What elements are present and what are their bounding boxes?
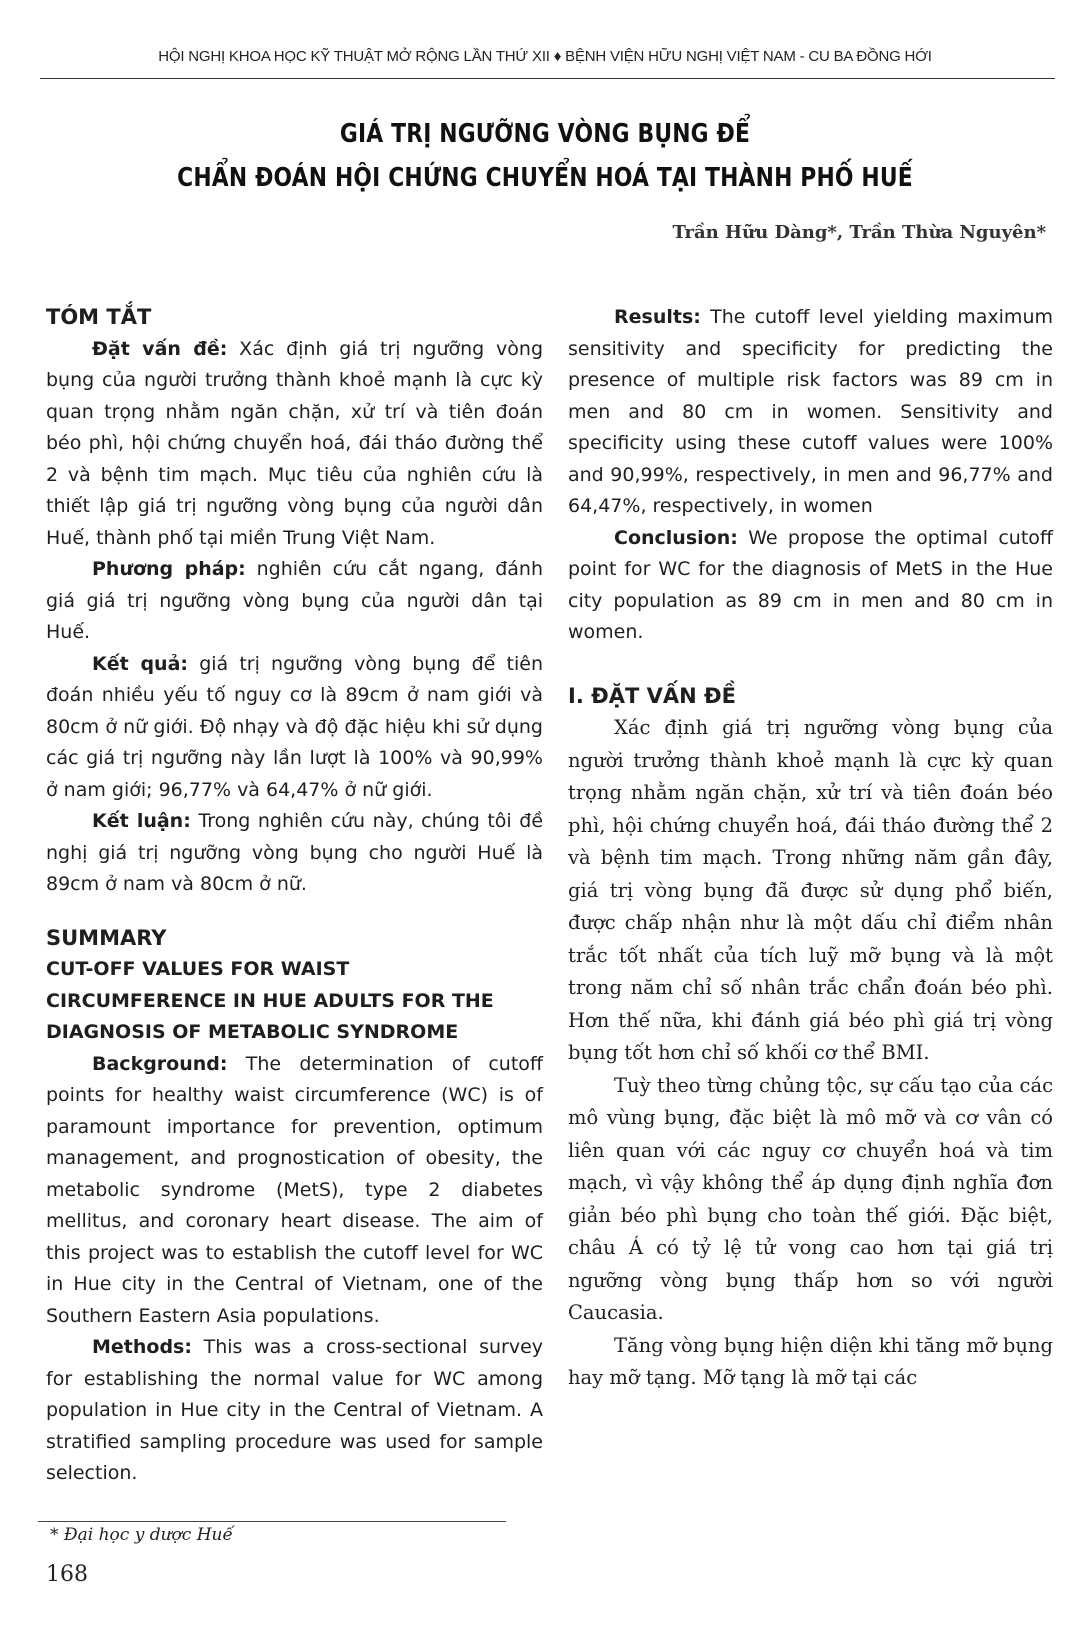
running-header: HỘI NGHỊ KHOA HỌC KỸ THUẬT MỞ RỘNG LẦN THỨ XII ♦ BỆNH VIỆN HỮU NGHỊ VIỆT NAM - CU BA ĐỒNG HỚI — [158, 48, 932, 65]
abstract-vi-results-text: giá trị ngưỡng vòng bụng để tiên đoán nhiều yếu tố nguy cơ là 89cm ở nam giới và 80cm ở nữ giới. Độ nhạy và độ đặc hiệu khi sử dụng các giá trị ngưỡng này lần lượt là 100% và 90,99% ở nam giới; 96,77% và 64,47% ở nữ giới. — [46, 652, 544, 801]
summary-methods — [46, 1332, 543, 1490]
abstract-vi-conclusion-label: Kết luận: — [92, 810, 191, 832]
paper-title — [138, 112, 953, 200]
summary-conclusion — [568, 523, 1053, 649]
abstract-vi-heading: TÓM TẮT — [46, 305, 152, 329]
summary-results-label: Results: — [614, 306, 701, 328]
summary-title-line-1: CUT-OFF VALUES FOR WAIST — [46, 958, 350, 980]
title-line-1: GIÁ TRỊ NGƯỠNG VÒNG BỤNG ĐỂ — [339, 119, 751, 149]
summary-title-line-3: DIAGNOSIS OF METABOLIC SYNDROME — [46, 1021, 459, 1043]
title-line-2: CHẨN ĐOÁN HỘI CHỨNG CHUYỂN HOÁ TẠI THÀNH PHỐ HUẾ — [177, 163, 913, 193]
abstract-vi-background-text: Xác định giá trị ngưỡng vòng bụng của người trưởng thành khoẻ mạnh là cực kỳ quan trọng nhằm ngăn chặn, xử trí và tiên đoán béo phì, hội chứng chuyển hoá, đái tháo đường thể 2 và bệnh tim mạch. Mục tiêu của nghiên cứu là thiết lập giá trị ngưỡng vòng bụng của người dân Huế, thành phố tại miền Trung Việt Nam. — [46, 337, 544, 549]
abstract-vi-methods-text: nghiên cứu cắt ngang, đánh giá giá trị ngưỡng vòng bụng của người dân tại Huế. — [46, 558, 543, 643]
section-1-paragraph-1: Xác định giá trị ngưỡng vòng bụng của người trưởng thành khoẻ mạnh là cực kỳ quan trọng nhằm ngăn chặn, xử trí và tiên đoán béo phì, hội chứng chuyển hoá, đái tháo đường thể 2 và bệnh tim mạch. Trong những năm gần đây, giá trị vòng bụng đã được sử dụng phổ biến, được chấp nhận như là một dấu chỉ điểm nhân trắc tốt nhất của tích luỹ mỡ bụng và là một trong năm chỉ số nhân trắc chẩn đoán béo phì. Hơn thế nữa, khi đánh giá béo phì giá trị vòng bụng tốt hơn chỉ số khối cơ thể BMI. — [568, 716, 1053, 1064]
summary-methods-text: This was a cross-sectional survey for establishing the normal value for WC among population in Hue city in the Central of Vietnam. A stratified sampling procedure was used for sample selection. — [46, 1336, 544, 1484]
abstract-vi-results — [46, 649, 543, 807]
summary-conclusion-label: Conclusion: — [614, 526, 738, 549]
abstract-vi-results-label: Kết quả: — [92, 652, 188, 675]
section-1-paragraph-3: Tăng vòng bụng hiện diện khi tăng mỡ bụng hay mỡ tạng. Mỡ tạng là mỡ tại các — [568, 1333, 1053, 1389]
abstract-vi-background-label: Đặt vấn đề: — [92, 337, 228, 360]
footnote-divider — [38, 1521, 506, 1522]
header-divider — [40, 78, 1055, 79]
affiliation-footnote: * Đại học y dược Huế — [50, 1525, 233, 1545]
author-line: Trần Hữu Dàng*, Trần Thừa Nguyên* — [672, 222, 1046, 243]
summary-results-text: The cutoff level yielding maximum sensitivity and specificity for predicting the presence of multiple risk factors was 89 cm in men and 80 cm in women. Sensitivity and specificity using these cutoff values were 100% and 90,99%, respectively, in men and 96,77% and 64,47%, respectively, in women — [568, 306, 1053, 517]
summary-background-label: Background: — [92, 1052, 228, 1075]
page-number: 168 — [46, 1562, 88, 1587]
abstract-vi-conclusion-text: Trong nghiên cứu này, chúng tôi đề nghị giá trị ngưỡng vòng bụng cho người Huế là 89cm ở nam và 80cm ở nữ. — [46, 810, 544, 895]
section-1-paragraph-2: Tuỳ theo từng chủng tộc, sự cấu tạo của các mô vùng bụng, đặc biệt là mô mỡ và cơ vân có liên quan với các nguy cơ chuyển hoá và tim mạch, vì vậy không thể áp dụng định nghĩa đơn giản béo phì bụng cho toàn thế giới. Đặc biệt, châu Á có tỷ lệ tử vong cao hơn tại giá trị ngưỡng vòng bụng thấp hơn so với người Caucasia. — [568, 1073, 1053, 1324]
summary-background-text: The determination of cutoff points for healthy waist circumference (WC) is of paramount importance for prevention, optimum management, and prognostication of obesity, the metabolic syndrome (MetS), type 2 diabetes mellitus, and coronary heart disease. The aim of this project was to establish the cutoff level for WC in Hue city in the Central of Vietnam, one of the Southern Eastern Asia populations. — [46, 1052, 543, 1327]
summary-results — [568, 302, 1053, 523]
abstract-vi-conclusion — [46, 806, 543, 901]
summary-methods-label: Methods: — [92, 1336, 192, 1358]
summary-heading: SUMMARY — [46, 925, 167, 950]
summary-background — [46, 1049, 543, 1333]
left-column — [46, 302, 543, 1490]
summary-title-line-2: CIRCUMFERENCE IN HUE ADULTS FOR THE — [46, 989, 494, 1012]
right-column — [568, 302, 1053, 1395]
abstract-vi-methods-label: Phương pháp: — [92, 558, 246, 580]
abstract-vi-background — [46, 334, 543, 555]
section-1-heading: I. ĐẶT VẤN ĐỀ — [568, 683, 736, 708]
summary-conclusion-text: We propose the optimal cutoff point for WC for the diagnosis of MetS in the Hue city population as 89 cm in men and 80 cm in women. — [568, 526, 1053, 643]
abstract-vi-methods — [46, 554, 543, 649]
